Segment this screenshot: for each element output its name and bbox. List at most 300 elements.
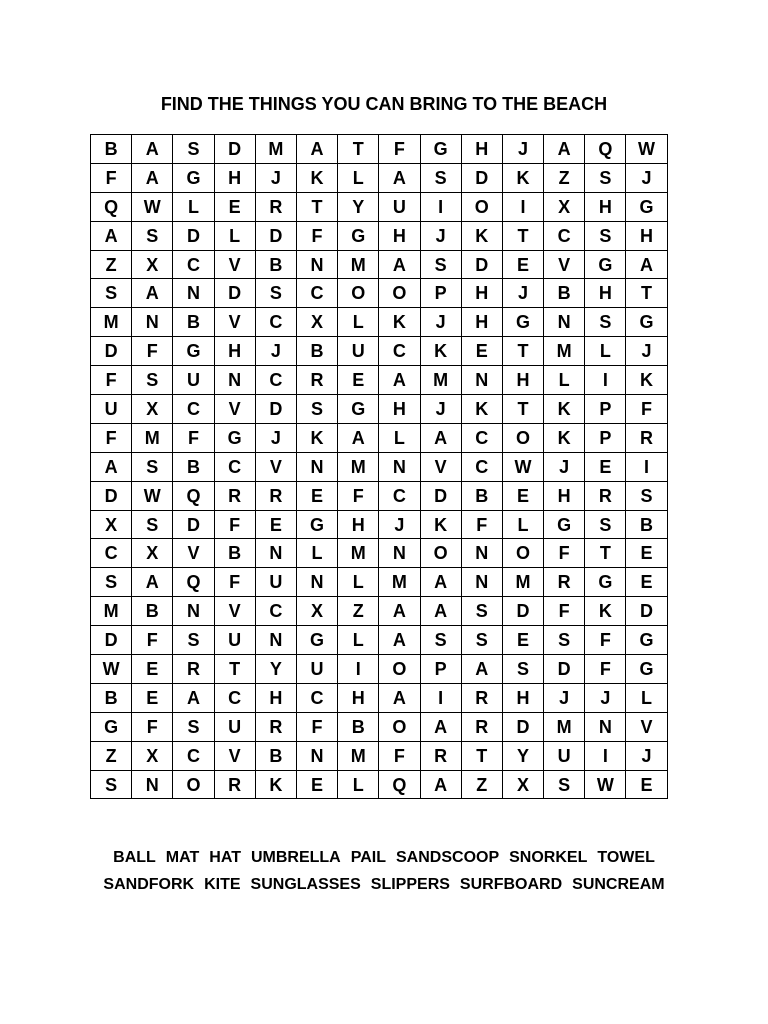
grid-cell: S <box>132 510 173 539</box>
grid-cell: S <box>544 626 585 655</box>
grid-cell: E <box>296 770 337 799</box>
grid-cell: Z <box>338 597 379 626</box>
grid-cell: J <box>626 337 667 366</box>
grid-cell: T <box>214 655 255 684</box>
grid-cell: N <box>461 366 502 395</box>
grid-cell: E <box>214 192 255 221</box>
grid-cell: F <box>626 395 667 424</box>
grid-cell: K <box>585 597 626 626</box>
grid-cell: P <box>420 279 461 308</box>
grid-cell: Y <box>338 192 379 221</box>
grid-cell: G <box>338 221 379 250</box>
grid-row <box>91 741 668 770</box>
grid-cell: B <box>214 539 255 568</box>
grid-cell: G <box>502 308 543 337</box>
grid-cell: S <box>461 626 502 655</box>
grid-cell: P <box>420 655 461 684</box>
grid-cell: Q <box>379 770 420 799</box>
grid-cell: J <box>626 163 667 192</box>
grid-cell: Y <box>255 655 296 684</box>
grid-cell: H <box>626 221 667 250</box>
grid-cell: B <box>173 452 214 481</box>
word-list-line-1 <box>0 849 768 867</box>
grid-cell: L <box>502 510 543 539</box>
grid-cell: M <box>338 741 379 770</box>
grid-cell: R <box>255 481 296 510</box>
grid-cell: J <box>420 395 461 424</box>
grid-cell: A <box>91 221 132 250</box>
grid-cell: O <box>502 539 543 568</box>
grid-cell: X <box>296 308 337 337</box>
grid-row <box>91 163 668 192</box>
grid-cell: D <box>461 163 502 192</box>
grid-cell: W <box>132 481 173 510</box>
grid-cell: T <box>338 135 379 164</box>
grid-cell: L <box>585 337 626 366</box>
grid-cell: M <box>544 712 585 741</box>
grid-row <box>91 683 668 712</box>
grid-cell: O <box>379 712 420 741</box>
grid-cell: U <box>255 568 296 597</box>
grid-cell: F <box>544 539 585 568</box>
grid-cell: B <box>255 250 296 279</box>
grid-cell: J <box>544 452 585 481</box>
grid-cell: S <box>91 279 132 308</box>
grid-cell: J <box>544 683 585 712</box>
word-list-item: SURFBOARD <box>459 876 563 893</box>
grid-cell: J <box>502 279 543 308</box>
grid-cell: E <box>585 452 626 481</box>
word-list-item: TOWEL <box>597 849 655 866</box>
word-list-item: SANDSCOOP <box>396 849 500 866</box>
grid-cell: S <box>585 221 626 250</box>
grid-cell: F <box>379 135 420 164</box>
grid-cell: G <box>544 510 585 539</box>
grid-cell: B <box>544 279 585 308</box>
grid-cell: V <box>214 741 255 770</box>
grid-cell: J <box>255 423 296 452</box>
grid-cell: A <box>132 163 173 192</box>
grid-cell: N <box>461 539 502 568</box>
grid-cell: J <box>420 221 461 250</box>
grid-cell: C <box>296 279 337 308</box>
grid-cell: N <box>461 568 502 597</box>
grid-cell: Q <box>585 135 626 164</box>
grid-cell: G <box>420 135 461 164</box>
grid-cell: F <box>91 423 132 452</box>
grid-cell: G <box>338 395 379 424</box>
grid-cell: K <box>420 510 461 539</box>
grid-row <box>91 337 668 366</box>
grid-cell: U <box>214 712 255 741</box>
grid-cell: K <box>296 423 337 452</box>
grid-cell: S <box>420 626 461 655</box>
grid-cell: O <box>379 279 420 308</box>
grid-cell: U <box>173 366 214 395</box>
word-list-item: BALL <box>113 849 156 866</box>
grid-cell: O <box>379 655 420 684</box>
grid-cell: V <box>626 712 667 741</box>
grid-cell: U <box>296 655 337 684</box>
grid-cell: T <box>296 192 337 221</box>
grid-cell: N <box>296 741 337 770</box>
grid-cell: L <box>214 221 255 250</box>
grid-cell: R <box>173 655 214 684</box>
grid-cell: B <box>461 481 502 510</box>
grid-cell: L <box>544 366 585 395</box>
grid-cell: F <box>296 712 337 741</box>
grid-cell: T <box>626 279 667 308</box>
grid-cell: A <box>420 770 461 799</box>
grid-cell: S <box>173 626 214 655</box>
grid-cell: A <box>379 163 420 192</box>
grid-cell: H <box>502 366 543 395</box>
grid-cell: A <box>379 597 420 626</box>
grid-cell: B <box>296 337 337 366</box>
grid-cell: R <box>214 481 255 510</box>
grid-row <box>91 539 668 568</box>
grid-cell: F <box>132 626 173 655</box>
grid-row <box>91 626 668 655</box>
grid-row <box>91 597 668 626</box>
grid-cell: A <box>379 250 420 279</box>
grid-cell: I <box>585 366 626 395</box>
grid-cell: H <box>461 135 502 164</box>
grid-cell: M <box>379 568 420 597</box>
grid-cell: B <box>255 741 296 770</box>
grid-cell: A <box>379 366 420 395</box>
grid-cell: X <box>91 510 132 539</box>
grid-cell: E <box>132 683 173 712</box>
grid-cell: I <box>502 192 543 221</box>
grid-cell: I <box>420 192 461 221</box>
grid-cell: S <box>132 452 173 481</box>
grid-cell: F <box>91 163 132 192</box>
grid-cell: Y <box>502 741 543 770</box>
grid-row <box>91 279 668 308</box>
grid-cell: S <box>132 221 173 250</box>
grid-cell: Z <box>91 250 132 279</box>
grid-cell: R <box>626 423 667 452</box>
grid-cell: N <box>585 712 626 741</box>
grid-cell: S <box>91 568 132 597</box>
word-list-item: SLIPPERS <box>370 876 450 893</box>
grid-cell: C <box>214 452 255 481</box>
grid-cell: D <box>255 395 296 424</box>
grid-cell: C <box>255 597 296 626</box>
grid-cell: O <box>173 770 214 799</box>
grid-cell: N <box>296 452 337 481</box>
grid-cell: N <box>132 308 173 337</box>
grid-cell: W <box>91 655 132 684</box>
grid-cell: F <box>132 712 173 741</box>
grid-cell: F <box>214 510 255 539</box>
word-list-item: SUNCREAM <box>572 876 665 893</box>
grid-cell: C <box>214 683 255 712</box>
grid-cell: W <box>132 192 173 221</box>
grid-cell: D <box>214 135 255 164</box>
grid-row <box>91 192 668 221</box>
grid-cell: Q <box>173 481 214 510</box>
grid-cell: F <box>585 655 626 684</box>
grid-cell: H <box>214 163 255 192</box>
word-list-item: KITE <box>204 876 241 893</box>
grid-cell: A <box>379 683 420 712</box>
grid-cell: V <box>255 452 296 481</box>
grid-cell: H <box>585 279 626 308</box>
grid-cell: A <box>132 279 173 308</box>
grid-cell: R <box>544 568 585 597</box>
grid-cell: G <box>626 308 667 337</box>
grid-cell: J <box>255 337 296 366</box>
grid-cell: A <box>338 423 379 452</box>
grid-cell: H <box>461 279 502 308</box>
grid-cell: J <box>255 163 296 192</box>
grid-cell: K <box>626 366 667 395</box>
grid-cell: N <box>214 366 255 395</box>
grid-cell: L <box>296 539 337 568</box>
grid-cell: V <box>214 250 255 279</box>
grid-cell: U <box>338 337 379 366</box>
grid-cell: K <box>255 770 296 799</box>
grid-cell: S <box>255 279 296 308</box>
grid-cell: A <box>461 655 502 684</box>
grid-cell: G <box>296 510 337 539</box>
grid-cell: G <box>296 626 337 655</box>
grid-cell: Q <box>173 568 214 597</box>
grid-cell: S <box>173 712 214 741</box>
grid-row <box>91 770 668 799</box>
grid-cell: K <box>502 163 543 192</box>
grid-cell: D <box>461 250 502 279</box>
grid-cell: O <box>338 279 379 308</box>
grid-cell: M <box>91 597 132 626</box>
grid-cell: H <box>379 395 420 424</box>
grid-row <box>91 481 668 510</box>
grid-cell: T <box>502 221 543 250</box>
word-list-item: UMBRELLA <box>250 849 341 866</box>
grid-cell: W <box>502 452 543 481</box>
grid-cell: L <box>338 308 379 337</box>
grid-cell: J <box>502 135 543 164</box>
grid-cell: K <box>296 163 337 192</box>
grid-row <box>91 510 668 539</box>
grid-cell: S <box>544 770 585 799</box>
grid-cell: S <box>585 163 626 192</box>
word-list-line-2 <box>0 876 768 894</box>
grid-cell: K <box>544 395 585 424</box>
grid-cell: T <box>502 337 543 366</box>
grid-cell: B <box>626 510 667 539</box>
grid-cell: C <box>173 395 214 424</box>
grid-row <box>91 308 668 337</box>
grid-cell: B <box>338 712 379 741</box>
grid-cell: M <box>132 423 173 452</box>
grid-cell: E <box>502 481 543 510</box>
grid-cell: A <box>420 568 461 597</box>
grid-cell: X <box>132 741 173 770</box>
grid-cell: D <box>214 279 255 308</box>
grid-cell: R <box>255 192 296 221</box>
grid-cell: T <box>502 395 543 424</box>
grid-cell: E <box>296 481 337 510</box>
grid-cell: N <box>255 626 296 655</box>
grid-cell: C <box>173 741 214 770</box>
grid-cell: L <box>173 192 214 221</box>
grid-cell: H <box>379 221 420 250</box>
grid-cell: M <box>91 308 132 337</box>
grid-cell: D <box>91 337 132 366</box>
page-title: FIND THE THINGS YOU CAN BRING TO THE BEACH <box>160 94 608 114</box>
grid-cell: F <box>214 568 255 597</box>
grid-row <box>91 712 668 741</box>
grid-cell: F <box>132 337 173 366</box>
grid-cell: V <box>420 452 461 481</box>
grid-cell: R <box>255 712 296 741</box>
grid-cell: B <box>132 597 173 626</box>
grid-cell: C <box>461 423 502 452</box>
grid-cell: G <box>626 626 667 655</box>
grid-row <box>91 221 668 250</box>
grid-cell: C <box>173 250 214 279</box>
grid-cell: V <box>214 308 255 337</box>
grid-cell: H <box>338 510 379 539</box>
grid-cell: I <box>338 655 379 684</box>
grid-cell: W <box>626 135 667 164</box>
grid-cell: A <box>296 135 337 164</box>
grid-cell: M <box>338 539 379 568</box>
grid-cell: W <box>585 770 626 799</box>
grid-cell: M <box>502 568 543 597</box>
grid-cell: K <box>461 395 502 424</box>
grid-cell: E <box>132 655 173 684</box>
grid-cell: F <box>379 741 420 770</box>
grid-cell: G <box>214 423 255 452</box>
grid-cell: X <box>296 597 337 626</box>
grid-cell: F <box>544 597 585 626</box>
grid-cell: O <box>502 423 543 452</box>
grid-cell: R <box>296 366 337 395</box>
grid-cell: P <box>585 423 626 452</box>
grid-cell: B <box>91 683 132 712</box>
grid-cell: M <box>338 250 379 279</box>
grid-cell: J <box>585 683 626 712</box>
grid-cell: S <box>461 597 502 626</box>
grid-cell: F <box>296 221 337 250</box>
grid-row <box>91 655 668 684</box>
grid-cell: S <box>502 655 543 684</box>
grid-cell: G <box>626 655 667 684</box>
grid-cell: F <box>173 423 214 452</box>
grid-cell: S <box>173 135 214 164</box>
grid-cell: U <box>544 741 585 770</box>
grid-cell: V <box>544 250 585 279</box>
grid-cell: M <box>338 452 379 481</box>
grid-cell: X <box>132 539 173 568</box>
grid-cell: A <box>132 135 173 164</box>
grid-cell: Z <box>461 770 502 799</box>
grid-cell: N <box>173 279 214 308</box>
grid-cell: B <box>91 135 132 164</box>
grid-cell: Q <box>91 192 132 221</box>
grid-cell: C <box>255 366 296 395</box>
grid-row <box>91 250 668 279</box>
grid-cell: E <box>502 626 543 655</box>
grid-cell: F <box>461 510 502 539</box>
grid-cell: H <box>255 683 296 712</box>
grid-cell: P <box>585 395 626 424</box>
grid-cell: L <box>626 683 667 712</box>
grid-cell: F <box>91 366 132 395</box>
grid-cell: Z <box>544 163 585 192</box>
grid-cell: E <box>255 510 296 539</box>
grid-cell: X <box>132 395 173 424</box>
grid-cell: U <box>91 395 132 424</box>
grid-cell: V <box>173 539 214 568</box>
word-list-item: SANDFORK <box>103 876 195 893</box>
grid-cell: F <box>585 626 626 655</box>
grid-cell: C <box>91 539 132 568</box>
grid-cell: I <box>420 683 461 712</box>
grid-row <box>91 135 668 164</box>
grid-cell: V <box>214 597 255 626</box>
grid-cell: E <box>626 539 667 568</box>
grid-cell: E <box>502 250 543 279</box>
grid-cell: D <box>502 597 543 626</box>
grid-cell: U <box>379 192 420 221</box>
grid-cell: H <box>338 683 379 712</box>
grid-row <box>91 423 668 452</box>
grid-cell: R <box>461 683 502 712</box>
grid-cell: M <box>420 366 461 395</box>
word-list-item: SNORKEL <box>509 849 588 866</box>
grid-cell: H <box>544 481 585 510</box>
grid-cell: C <box>544 221 585 250</box>
grid-cell: E <box>626 568 667 597</box>
grid-cell: S <box>626 481 667 510</box>
grid-cell: L <box>379 423 420 452</box>
grid-cell: N <box>379 539 420 568</box>
grid-cell: A <box>132 568 173 597</box>
grid-cell: A <box>173 683 214 712</box>
grid-cell: S <box>91 770 132 799</box>
word-list-item: PAIL <box>350 849 386 866</box>
grid-cell: H <box>214 337 255 366</box>
grid-cell: N <box>379 452 420 481</box>
grid-cell: D <box>91 626 132 655</box>
grid-cell: S <box>585 510 626 539</box>
grid-cell: V <box>214 395 255 424</box>
grid-cell: S <box>296 395 337 424</box>
grid-cell: N <box>132 770 173 799</box>
grid-cell: C <box>461 452 502 481</box>
grid-cell: J <box>379 510 420 539</box>
grid-cell: H <box>502 683 543 712</box>
grid-row <box>91 568 668 597</box>
grid-cell: X <box>544 192 585 221</box>
grid-cell: F <box>338 481 379 510</box>
grid-cell: H <box>585 192 626 221</box>
grid-cell: I <box>626 452 667 481</box>
grid-cell: M <box>255 135 296 164</box>
grid-cell: D <box>420 481 461 510</box>
grid-cell: S <box>420 250 461 279</box>
grid-cell: G <box>173 337 214 366</box>
grid-cell: N <box>173 597 214 626</box>
grid-cell: G <box>173 163 214 192</box>
grid-cell: M <box>544 337 585 366</box>
grid-cell: K <box>379 308 420 337</box>
